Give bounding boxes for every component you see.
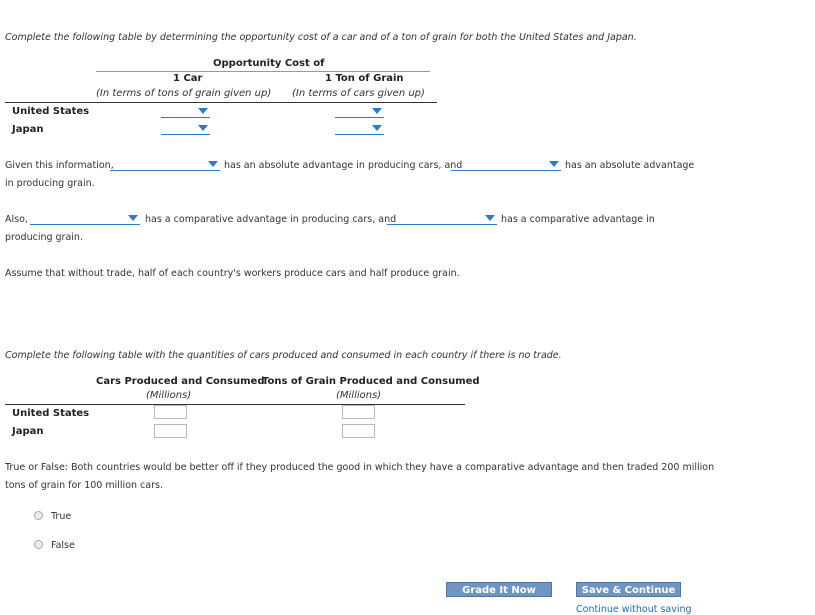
comparative-advantage-text-a: Also, [5,214,28,225]
table1-row-united-states: United States [12,106,90,117]
chevron-down-icon [198,108,208,114]
us-grain-input[interactable] [342,405,375,419]
table1-col1-subheader: (In terms of tons of grain given up) [96,88,272,99]
absolute-advantage-grain-dropdown[interactable] [451,159,561,171]
comparative-advantage-cars-dropdown[interactable] [30,213,140,225]
true-false-question-line1: True or False: Both countries would be better off if they produced the good in which they have a comparative advantage and then traded 200 million [5,462,715,473]
save-continue-button[interactable]: Save & Continue [576,582,681,597]
table2-col1-header: Cars Produced and Consumed [96,376,265,387]
assumption-text: Assume that without trade, half of each country's workers produce cars and half produce grain. [5,268,460,279]
comparative-advantage-text-d: producing grain. [5,232,83,243]
table2-col2-subheader: (Millions) [336,390,382,401]
continue-without-saving-link[interactable]: Continue without saving [576,604,692,615]
chevron-down-icon [372,108,382,114]
table1-row-japan: Japan [12,124,44,135]
chevron-down-icon [372,125,382,131]
false-radio-label: False [51,540,75,551]
true-false-question-line2: tons of grain for 100 million cars. [5,480,163,491]
chevron-down-icon [549,161,559,167]
true-radio-label: True [51,511,72,522]
us-car-opportunity-cost-dropdown[interactable] [161,106,210,118]
japan-grain-input[interactable] [342,424,375,438]
true-radio[interactable] [34,511,43,520]
chevron-down-icon [208,161,218,167]
table1-col1-header: 1 Car [173,73,203,84]
false-radio[interactable] [34,540,43,549]
comparative-advantage-text-b: has a comparative advantage in producing cars, and [145,214,397,225]
chevron-down-icon [485,215,495,221]
chevron-down-icon [128,215,138,221]
table2-row-japan: Japan [12,426,44,437]
absolute-advantage-text-b: has an absolute advantage in producing cars, and [224,160,463,171]
chevron-down-icon [198,125,208,131]
absolute-advantage-text-c: has an absolute advantage [565,160,695,171]
table2-col1-subheader: (Millions) [146,390,192,401]
japan-grain-opportunity-cost-dropdown[interactable] [335,123,384,135]
table1-group-rule [96,71,430,72]
absolute-advantage-text-d: in producing grain. [5,178,95,189]
comparative-advantage-grain-dropdown[interactable] [387,213,497,225]
grade-it-now-button[interactable]: Grade It Now [446,582,552,597]
absolute-advantage-text-a: Given this information, [5,160,114,171]
comparative-advantage-text-c: has a comparative advantage in [501,214,655,225]
table2-row-united-states: United States [12,408,90,419]
table1-group-header: Opportunity Cost of [213,58,325,69]
us-cars-input[interactable] [154,405,187,419]
us-grain-opportunity-cost-dropdown[interactable] [335,106,384,118]
table2-col2-header: Tons of Grain Produced and Consumed [262,376,480,387]
absolute-advantage-cars-dropdown[interactable] [110,159,220,171]
table2-instruction: Complete the following table with the quantities of cars produced and consumed in each country if there is no trade. [5,350,562,361]
japan-cars-input[interactable] [154,424,187,438]
table1-instruction: Complete the following table by determining the opportunity cost of a car and of a ton of grain for both the United States and Japan. [5,32,637,43]
japan-car-opportunity-cost-dropdown[interactable] [161,123,210,135]
table1-col2-subheader: (In terms of cars given up) [292,88,425,99]
table2-header-rule [5,404,465,405]
table1-header-rule [5,102,437,103]
table1-col2-header: 1 Ton of Grain [325,73,404,84]
